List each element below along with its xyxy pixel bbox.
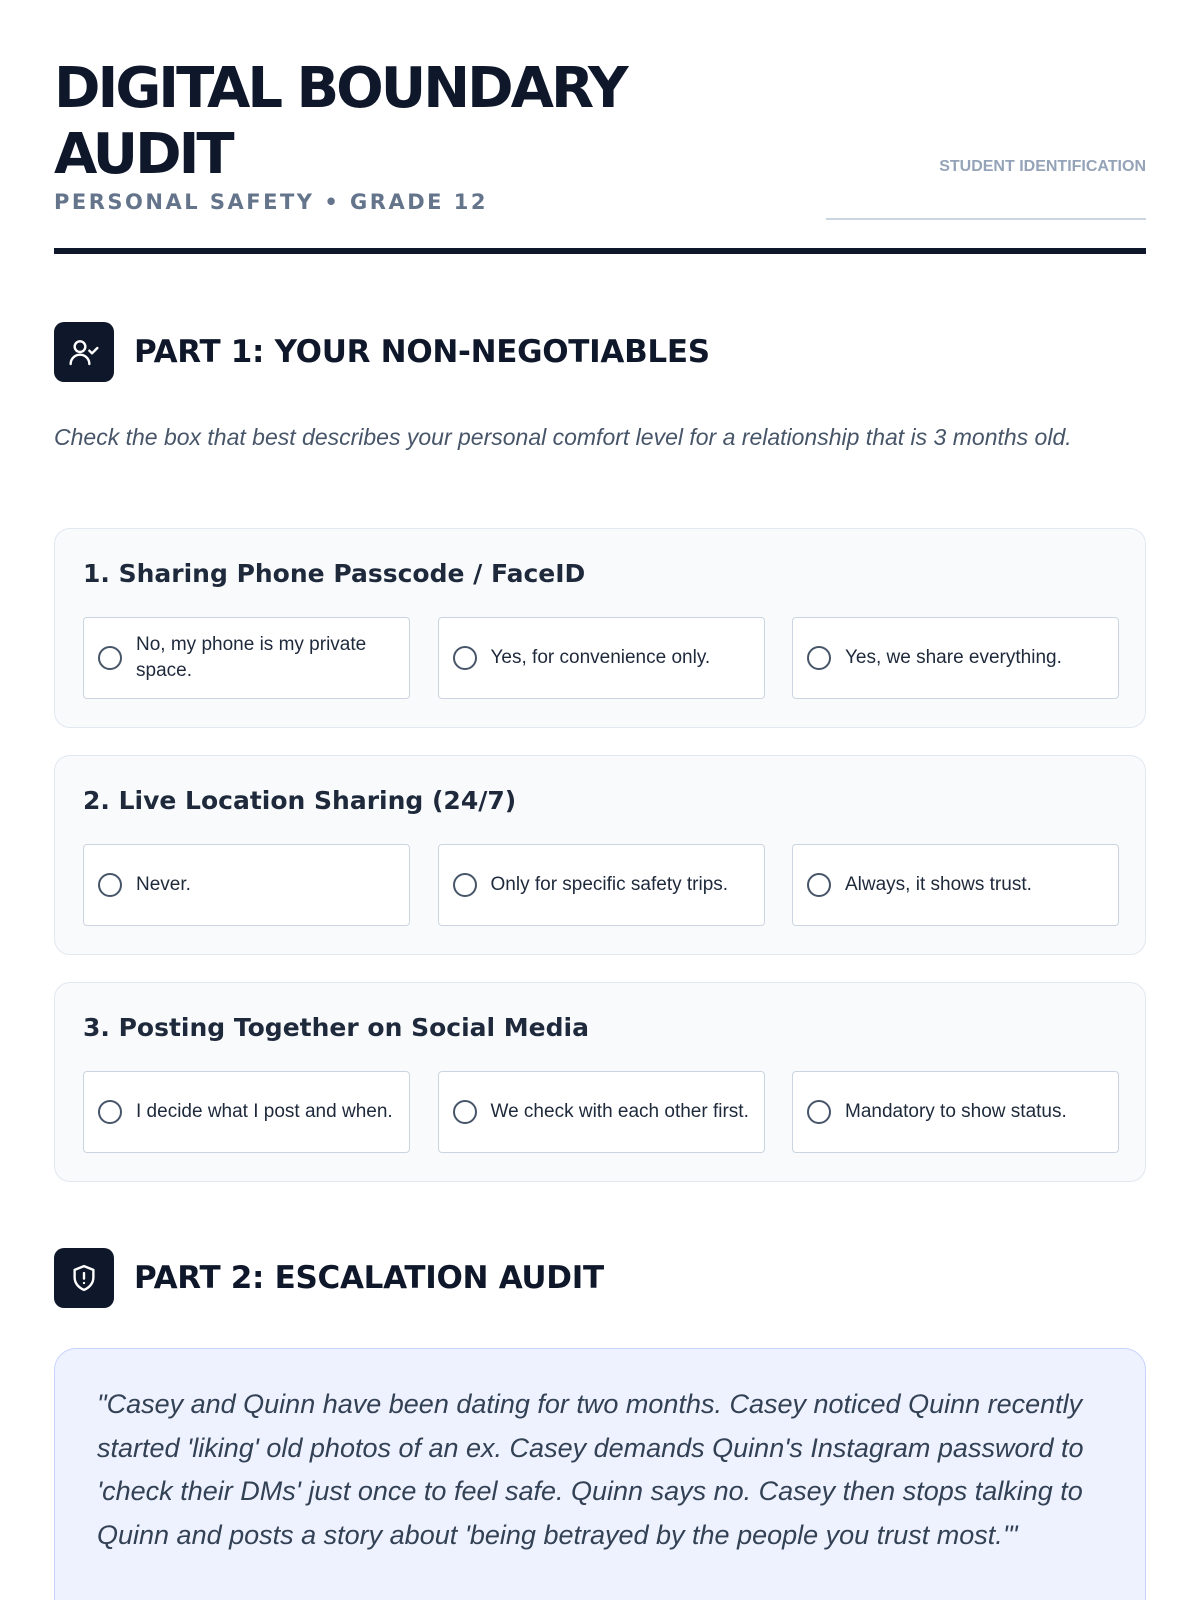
page-subtitle: PERSONAL SAFETY • GRADE 12 — [54, 190, 489, 214]
option-label: Yes, we share everything. — [845, 647, 1062, 668]
question-card-1 — [54, 528, 1146, 728]
page-title-line-1: DIGITAL BOUNDARY — [54, 56, 626, 121]
worksheet-page — [54, 0, 1146, 1550]
radio-button[interactable] — [453, 1100, 477, 1124]
option-label: We check with each other first. — [490, 1101, 749, 1122]
radio-button[interactable] — [807, 873, 831, 897]
part1-title: PART 1: YOUR NON-NEGOTIABLES — [134, 334, 710, 370]
question-title: 3. Posting Together on Social Media — [83, 1013, 589, 1042]
part2-title: PART 2: ESCALATION AUDIT — [134, 1260, 604, 1296]
user-check-icon — [54, 322, 114, 382]
option-group — [83, 844, 1119, 926]
option-label: No, my phone is my private space. — [136, 634, 367, 681]
page-title — [54, 56, 626, 188]
question-card-2 — [54, 755, 1146, 955]
question-card-3 — [54, 982, 1146, 1182]
part1-instructions: Check the box that best describes your personal comfort level for a relationship that is 3 months old. — [54, 424, 1072, 450]
question-title: 2. Live Location Sharing (24/7) — [83, 786, 517, 815]
page-title-line-2: AUDIT — [54, 122, 232, 187]
student-id-label: STUDENT IDENTIFICATION — [939, 158, 1146, 175]
part2-header — [54, 1248, 604, 1308]
option-label: Never. — [136, 874, 191, 895]
radio-button[interactable] — [807, 646, 831, 670]
option-label: Only for specific safety trips. — [490, 874, 729, 895]
question-title: 1. Sharing Phone Passcode / FaceID — [83, 559, 586, 588]
option-phone-share-everything[interactable] — [792, 617, 1119, 699]
option-social-check-first[interactable] — [438, 1071, 765, 1153]
radio-button[interactable] — [807, 1100, 831, 1124]
option-location-always[interactable] — [792, 844, 1119, 926]
option-label: Mandatory to show status. — [845, 1101, 1067, 1122]
option-phone-convenience[interactable] — [438, 617, 765, 699]
scenario-box — [54, 1348, 1146, 1600]
student-id-input-line[interactable] — [826, 218, 1146, 220]
worksheet-header — [54, 0, 1146, 254]
option-label: I decide what I post and when. — [136, 1101, 393, 1122]
option-label: Always, it shows trust. — [845, 874, 1032, 895]
part1-header — [54, 322, 710, 382]
radio-button[interactable] — [98, 646, 122, 670]
shield-alert-icon — [54, 1248, 114, 1308]
option-location-never[interactable] — [83, 844, 410, 926]
option-location-safety-trips[interactable] — [438, 844, 765, 926]
option-group — [83, 1071, 1119, 1153]
option-group — [83, 617, 1119, 699]
option-social-i-decide[interactable] — [83, 1071, 410, 1153]
scenario-text: "Casey and Quinn have been dating for two months. Casey noticed Quinn recently started 'liking' old photos of an ex. Casey demands Quinn's Instagram password to 'check their DMs' just once to feel safe. Quinn says no. Casey then stops talking to Quinn and posts a story about 'being betrayed by the people you trust most.'" — [97, 1389, 1084, 1550]
radio-button[interactable] — [453, 873, 477, 897]
option-social-mandatory[interactable] — [792, 1071, 1119, 1153]
radio-button[interactable] — [453, 646, 477, 670]
radio-button[interactable] — [98, 873, 122, 897]
option-phone-private[interactable] — [83, 617, 410, 699]
option-label: Yes, for convenience only. — [490, 647, 711, 668]
radio-button[interactable] — [98, 1100, 122, 1124]
